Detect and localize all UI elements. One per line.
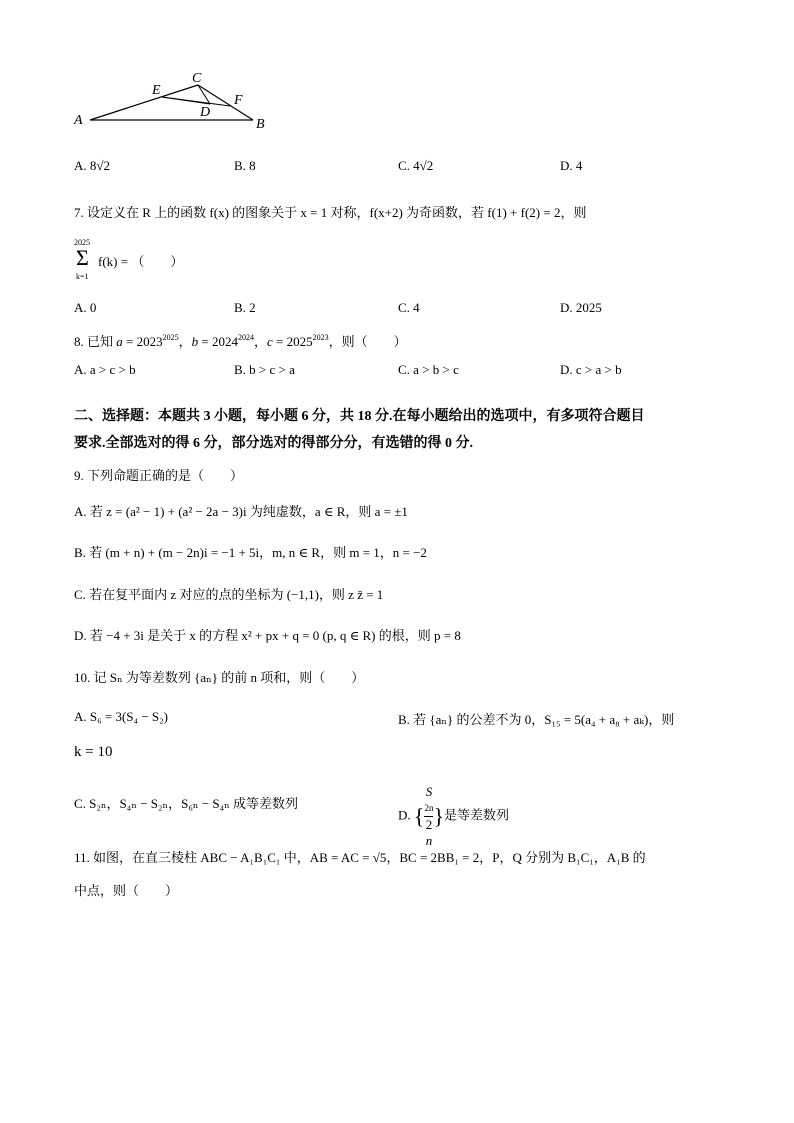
- q10-option-c: C. S₂ₙ，S₄ₙ − S₂ₙ，S₆ₙ − S₄ₙ 成等差数列: [74, 796, 299, 811]
- q8-stem: 8. 已知 $a = 2023^{2025}$，$b = 2024^{2024}$，$c = 2025^{2023}$，则（ ）: [74, 333, 407, 349]
- q8-option-d: D. c > a > b: [560, 362, 622, 377]
- q7-option-d: D. 2025: [560, 300, 602, 315]
- triangle-figure: [70, 68, 280, 132]
- label-d: D: [200, 105, 211, 120]
- q9-stem: 9. 下列命题正确的是（ ）: [74, 468, 244, 483]
- q8-option-b: B. b > c > a: [234, 362, 295, 377]
- label-c: C: [192, 71, 202, 86]
- q7-sum-top: 2025: [74, 238, 90, 247]
- section2-heading-line1: 二、选择题：本题共 3 小题，每小题 6 分，共 18 分.在每小题给出的选项中，有多项符合题目: [74, 409, 645, 424]
- q7-sum-bottom: k=1: [76, 272, 89, 281]
- label-a: A: [74, 113, 83, 128]
- q7-stem: 7. 设定义在 R 上的函数 f(x) 的图象关于 x = 1 对称，f(x+2) 为奇函数，若 f(1) + f(2) = 2，则: [74, 205, 587, 220]
- q10-option-b-cont: k = 10: [74, 744, 113, 760]
- q9-option-b: B. 若 (m + n) + (m − 2n)i = −1 + 5i，m, n ∈ R，则 m = 1，n = −2: [74, 545, 427, 560]
- q10-option-a: A. S₆ = 3(S₄ − S₂): [74, 709, 168, 724]
- segment-ac: [90, 85, 198, 120]
- q11-stem: 11. 如图，在直三棱柱 ABC − A₁B₁C₁ 中，AB = AC = √5，BC = 2BB₁ = 2，P，Q 分别为 B₁C₁，A₁B 的: [74, 850, 646, 865]
- q10-option-d: D. { S 2n 2 n }是等差数列: [398, 784, 510, 848]
- label-f: F: [234, 93, 243, 108]
- q9-option-d: D. 若 −4 + 3i 是关于 x 的方程 x² + px + q = 0 (p, q ∈ R) 的根，则 p = 8: [74, 628, 461, 643]
- label-b: B: [256, 117, 265, 132]
- q7-sigma: Σ: [76, 245, 89, 270]
- q6-option-c: C. 4√2: [398, 158, 434, 173]
- q7-sum-tail: f(k) = （ ）: [98, 254, 184, 269]
- q6-option-b: B. 8: [234, 158, 256, 173]
- section2-heading-line2: 要求.全部选对的得 6 分，部分选对的得部分分，有选错的得 0 分.: [74, 436, 473, 451]
- q8-option-a: A. a > c > b: [74, 362, 136, 377]
- label-e: E: [152, 83, 161, 98]
- q9-option-a: A. 若 z = (a² − 1) + (a² − 2a − 3)i 为纯虚数，a ∈ R，则 a = ±1: [74, 504, 408, 519]
- q10-option-b: B. 若 {aₙ} 的公差不为 0，S₁₅ = 5(a₄ + a₈ + aₖ)，则: [398, 712, 675, 727]
- segment-cd: [198, 85, 210, 104]
- q7-option-c: C. 4: [398, 300, 420, 315]
- q6-option-a: A. 8√2: [74, 158, 111, 173]
- q7-option-a: A. 0: [74, 300, 97, 315]
- q11-stem-cont: 中点，则（ ）: [74, 883, 179, 898]
- q6-option-d: D. 4: [560, 158, 583, 173]
- q9-option-c: C. 若在复平面内 z 对应的点的坐标为 (−1,1)，则 z z̄ = 1: [74, 587, 384, 602]
- q8-option-c: C. a > b > c: [398, 362, 459, 377]
- q7-option-b: B. 2: [234, 300, 256, 315]
- q10-stem: 10. 记 Sₙ 为等差数列 {aₙ} 的前 n 项和，则（ ）: [74, 670, 365, 685]
